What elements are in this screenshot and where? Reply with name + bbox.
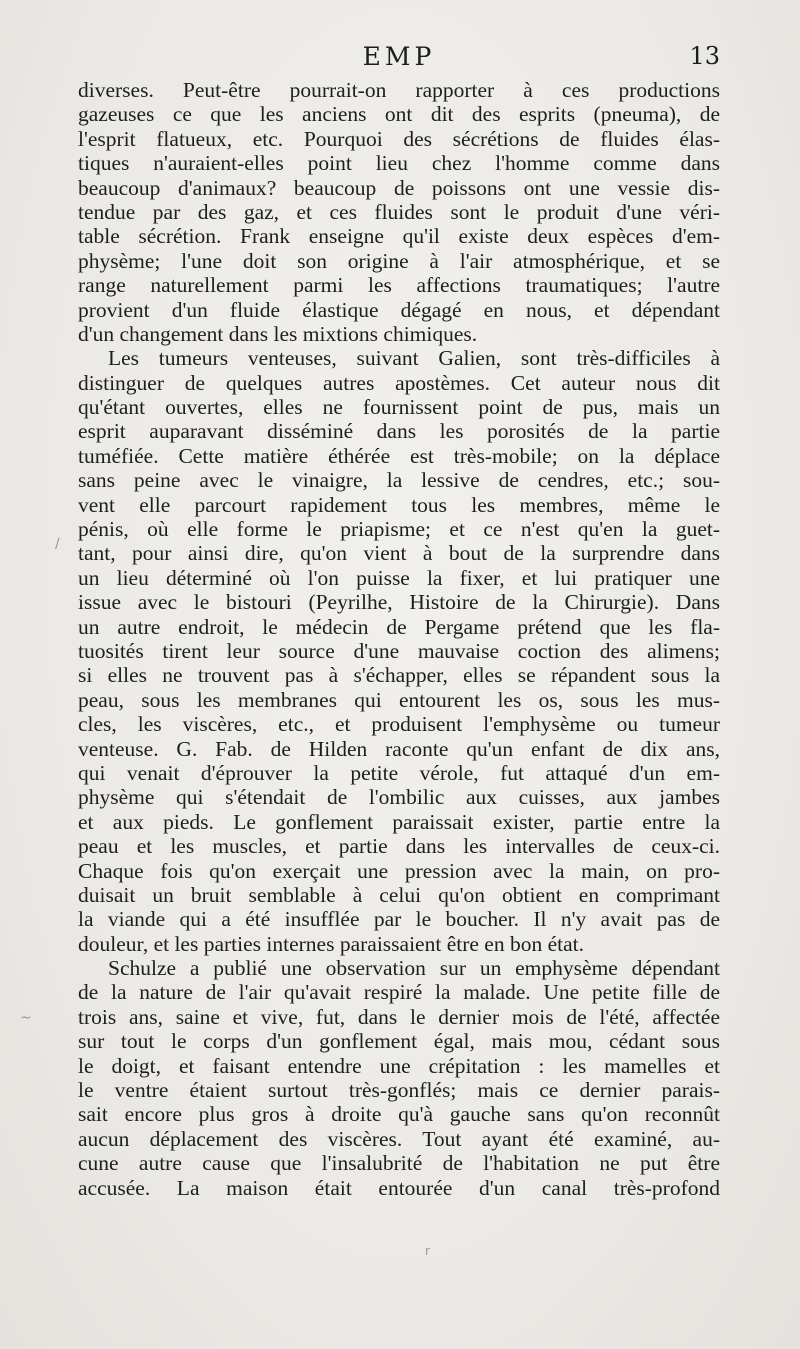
text-line: beaucoup d'animaux? beaucoup de poissons ont une vessie dis- <box>78 175 720 200</box>
text-line: tiques n'auraient-elles point lieu chez l'homme comme dans <box>78 151 720 176</box>
text-line: Chaque fois qu'on exerçait une pression avec la main, on pro- <box>78 858 720 883</box>
paragraph-2 <box>78 346 720 956</box>
paragraph-3 <box>78 956 720 1200</box>
text-line: tendue par des gaz, et ces fluides sont le produit d'une véri- <box>78 199 720 224</box>
text-line: sait encore plus gros à droite qu'à gauche sans qu'on reconnût <box>78 1102 720 1127</box>
text-line: peau, sous les membranes qui entourent les os, sous les mus- <box>78 687 720 712</box>
text-line: Schulze a publié une observation sur un emphysème dépendant <box>108 956 720 981</box>
text-line: l'esprit flatueux, etc. Pourquoi des sécrétions de fluides élas- <box>78 126 720 151</box>
text-line: esprit auparavant disséminé dans les porosités de la partie <box>78 419 720 444</box>
text-line: si elles ne trouvent pas à s'échapper, elles se répandent sous la <box>78 663 720 688</box>
text-line: aucun déplacement des viscères. Tout ayant été examiné, au- <box>78 1126 720 1151</box>
text-line: d'un changement dans les mixtions chimiques. <box>78 321 478 346</box>
text-line: de la nature de l'air qu'avait respiré la malade. Une petite fille de <box>78 980 720 1005</box>
text-line: distinguer de quelques autres apostèmes. Cet auteur nous dit <box>78 370 720 395</box>
margin-mark: ~ <box>20 1010 32 1026</box>
text-line: tant, pour ainsi dire, qu'on vient à bout de la surprendre dans <box>78 541 720 566</box>
text-line: qu'étant ouvertes, elles ne fournissent point de pus, mais un <box>78 395 720 420</box>
text-line: Les tumeurs venteuses, suivant Galien, sont très-difficiles à <box>108 346 720 371</box>
text-line: et aux pieds. Le gonflement paraissait exister, partie entre la <box>78 809 720 834</box>
paragraph-1 <box>78 78 720 346</box>
text-line: pénis, où elle forme le priapisme; et ce n'est qu'en la guet- <box>78 517 720 542</box>
text-line: physème; l'une doit son origine à l'air atmosphérique, et se <box>78 248 720 273</box>
text-line: issue avec le bistouri (Peyrilhe, Histoire de la Chirurgie). Dans <box>78 590 720 615</box>
text-line: peau et les muscles, et partie dans les intervalles de ceux-ci. <box>78 834 720 859</box>
text-line: range naturellement parmi les affections traumatiques; l'autre <box>78 273 720 298</box>
header-title: EMP <box>362 42 436 71</box>
margin-mark: r <box>425 1244 430 1258</box>
text-line: table sécrétion. Frank enseigne qu'il existe deux espèces d'em- <box>78 224 720 249</box>
text-line: tuosités tirent leur source d'une mauvaise coction des alimens; <box>78 638 720 663</box>
running-header <box>78 40 720 76</box>
text-line: diverses. Peut-être pourrait-on rapporter à ces productions <box>78 78 720 102</box>
text-line: venteuse. G. Fab. de Hilden raconte qu'un enfant de dix ans, <box>78 736 720 761</box>
text-line: sur tout le corps d'un gonflement égal, mais mou, cédant sous <box>78 1029 720 1054</box>
text-line: duisait un bruit semblable à celui qu'on obtient en comprimant <box>78 882 720 907</box>
text-line: trois ans, saine et vive, fut, dans le dernier mois de l'été, affectée <box>78 1004 720 1029</box>
text-line: un lieu déterminé où l'on puisse la fixer, et lui pratiquer une <box>78 565 720 590</box>
text-line: physème qui s'étendait de l'ombilic aux cuisses, aux jambes <box>78 785 720 810</box>
margin-mark: / <box>55 536 60 552</box>
page-number: 13 <box>689 42 720 70</box>
text-line: accusée. La maison était entourée d'un canal très-profond <box>78 1175 720 1200</box>
text-line: douleur, et les parties internes paraissaient être en bon état. <box>78 931 584 956</box>
text-line: tuméfiée. Cette matière éthérée est très-mobile; on la déplace <box>78 443 720 468</box>
text-line: sans peine avec le vinaigre, la lessive de cendres, etc.; sou- <box>78 468 720 493</box>
text-line: cune autre cause que l'insalubrité de l'habitation ne put être <box>78 1151 720 1176</box>
text-line: gazeuses ce que les anciens ont dit des esprits (pneuma), de <box>78 102 720 127</box>
text-line: qui venait d'éprouver la petite vérole, fut attaqué d'un em- <box>78 760 720 785</box>
text-line: cles, les viscères, etc., et produisent l'emphysème ou tumeur <box>78 712 720 737</box>
text-line: provient d'un fluide élastique dégagé en nous, et dépendant <box>78 297 720 322</box>
body-text <box>78 78 720 1200</box>
text-line: un autre endroit, le médecin de Pergame prétend que les fla- <box>78 614 720 639</box>
text-line: le doigt, et faisant entendre une crépitation : les mamelles et <box>78 1053 720 1078</box>
text-line: vent elle parcourt rapidement tous les membres, même le <box>78 492 720 517</box>
text-line: le ventre étaient surtout très-gonflés; mais ce dernier parais- <box>78 1078 720 1103</box>
text-line: la viande qui a été insufflée par le boucher. Il n'y avait pas de <box>78 907 720 932</box>
